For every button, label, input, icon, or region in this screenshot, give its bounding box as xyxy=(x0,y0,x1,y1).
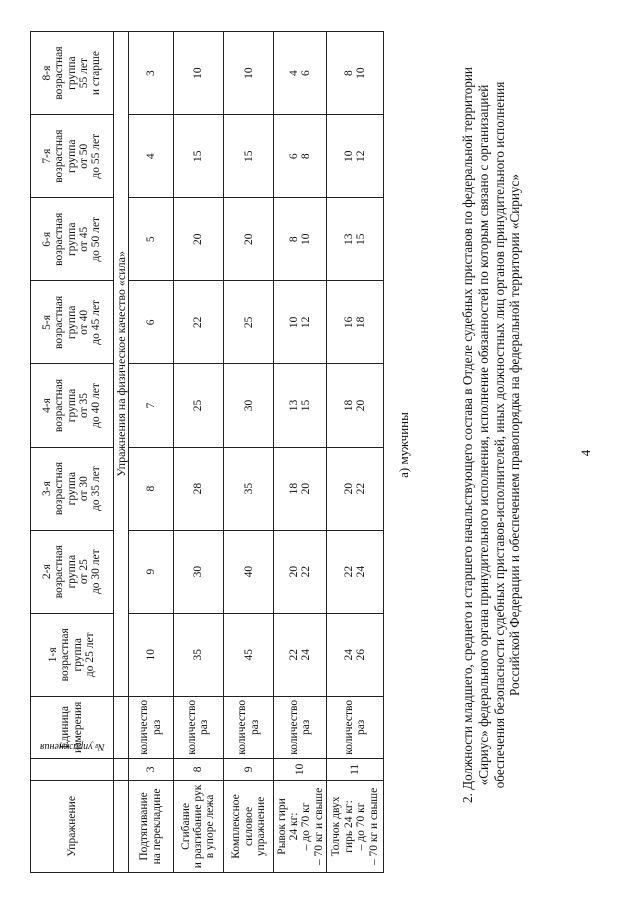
cell-line: 5 xyxy=(144,236,157,243)
value-cell xyxy=(274,115,327,198)
exercise-number-cell: 9 xyxy=(224,758,274,780)
cell-line: Подтягивание xyxy=(138,792,151,861)
cell-line: 8-я xyxy=(40,65,53,81)
cell-line: 10 xyxy=(144,649,157,661)
cell-line: от 35 xyxy=(78,392,91,418)
cell-line: 10 xyxy=(242,67,255,79)
cell-line: 20 xyxy=(355,399,368,412)
cell-line: от 45 xyxy=(78,226,91,252)
cell-line: 15 xyxy=(192,150,205,162)
cell-line: группа xyxy=(65,388,78,423)
cell-line: раз xyxy=(150,719,163,736)
exercise-number-cell: 8 xyxy=(173,758,223,780)
cell-line: количество xyxy=(342,699,355,755)
cell-line: от 40 xyxy=(78,309,91,335)
cell-line: до 40 лет xyxy=(90,383,103,428)
cell-line: упражнение xyxy=(254,796,267,857)
subheading: а) мужчины xyxy=(396,412,411,478)
header-group xyxy=(31,198,114,281)
cell-line: и разгибание рук xyxy=(192,784,205,869)
cell-line: 8 xyxy=(300,153,313,160)
cell-line: возрастная xyxy=(53,129,66,183)
cell-line: 30 xyxy=(192,565,205,578)
header-group xyxy=(31,447,114,530)
value-cell xyxy=(129,32,173,115)
cell-line: 20 xyxy=(288,565,301,578)
cell-line: – 70 кг и свыше xyxy=(312,787,325,866)
cell-line: группа xyxy=(65,554,78,589)
cell-line: 15 xyxy=(300,399,313,412)
cell-line: до 50 лет xyxy=(90,216,103,262)
value-cell xyxy=(129,281,173,364)
cell-line: Сгибание xyxy=(179,802,192,850)
value-cell xyxy=(274,530,327,613)
header-number-text: № упражнения xyxy=(40,740,105,752)
cell-line: 7 xyxy=(144,402,157,409)
cell-line: количество xyxy=(138,699,151,755)
cell-line: 35 xyxy=(192,649,205,661)
cell-line: 55 лет xyxy=(78,57,91,89)
value-cell xyxy=(129,364,173,447)
value-cell xyxy=(224,198,274,281)
table-row xyxy=(129,32,173,873)
section-heading: 2. Должности младшего, среднего и старшего начальствующего состава в Отделе судебных приставов по федеральной территории «Сириус» федерального органа принудительного исполнения, исполнение обязанностей по которым связано с организацией обеспечения безопасности судебных приставов-исполнителей, иных должностных лиц органов принудительного исполнения Российской Федерации и обеспечением правопорядка на федеральной территории «Сириус» xyxy=(460,67,523,803)
cell-line: возрастная xyxy=(53,212,66,266)
value-cell xyxy=(327,364,384,447)
cell-line: 25 xyxy=(242,316,255,329)
cell-line: 22 xyxy=(288,649,301,661)
cell-line: 10 xyxy=(300,233,313,246)
index-spacer-row xyxy=(113,32,129,873)
cell-line: 18 xyxy=(288,482,301,495)
cell-line: количество xyxy=(288,699,301,755)
cell-line: возрастная xyxy=(53,378,66,433)
value-cell xyxy=(173,447,223,530)
cell-line: 3 xyxy=(144,70,157,76)
cell-line: 5-я xyxy=(40,314,53,330)
value-cell xyxy=(173,281,223,364)
value-cell xyxy=(224,530,274,613)
cell-line: группа xyxy=(65,139,78,173)
cell-line: 13 xyxy=(342,233,355,246)
cell-line: – до 70 кг xyxy=(355,802,368,851)
cell-line: 1-я xyxy=(47,647,60,663)
cell-line: 8 xyxy=(342,70,355,76)
cell-line: группа xyxy=(65,471,78,506)
cell-line: 8 xyxy=(288,236,301,243)
cell-line: 18 xyxy=(342,399,355,412)
cell-line: Комплексное xyxy=(230,794,243,859)
cell-line: 13 xyxy=(288,399,301,412)
cell-line: 4 xyxy=(144,153,157,160)
cell-line: до 45 лет xyxy=(90,300,103,345)
cell-line: 6 xyxy=(144,319,157,326)
cell-line: раз xyxy=(248,719,261,736)
value-cell xyxy=(129,198,173,281)
value-cell xyxy=(224,115,274,198)
value-cell xyxy=(173,32,223,115)
cell-line: – до 70 кг xyxy=(300,802,313,851)
spacer-cell xyxy=(113,696,129,758)
header-group xyxy=(31,115,114,198)
exercise-number-cell: 11 xyxy=(327,758,384,780)
cell-line: 40 xyxy=(242,565,255,578)
spacer-cell xyxy=(113,758,129,780)
value-cell xyxy=(327,198,384,281)
value-cell xyxy=(274,281,327,364)
cell-line: 12 xyxy=(355,150,368,162)
exercise-name-cell xyxy=(129,780,173,872)
value-cell xyxy=(173,115,223,198)
cell-line: 7-я xyxy=(40,148,53,164)
cell-line: 10 xyxy=(355,67,368,79)
cell-line: 22 xyxy=(300,565,313,578)
value-cell xyxy=(327,32,384,115)
value-cell xyxy=(274,613,327,696)
cell-line: 28 xyxy=(192,482,205,495)
page-number: 4 xyxy=(578,449,593,457)
header-group xyxy=(31,281,114,364)
cell-line: 24 xyxy=(355,565,368,578)
cell-line: 20 xyxy=(300,482,313,495)
value-cell xyxy=(224,364,274,447)
value-cell xyxy=(173,613,223,696)
cell-line: 16 xyxy=(342,316,355,329)
cell-line: раз xyxy=(355,719,368,736)
value-cell xyxy=(173,198,223,281)
header-unit: Единица измерения xyxy=(31,696,114,758)
cell-line: Рывок гири xyxy=(275,798,288,855)
header-group xyxy=(31,32,114,115)
unit-cell xyxy=(129,696,173,758)
cell-line: 15 xyxy=(242,150,255,162)
cell-line: в упоре лежа xyxy=(204,794,217,859)
cell-line: 24 xyxy=(300,649,313,661)
cell-line: 22 xyxy=(342,565,355,578)
cell-line: 22 xyxy=(355,482,368,495)
header-row xyxy=(31,32,114,873)
cell-line: силовое xyxy=(242,806,255,846)
header-group xyxy=(31,613,114,696)
cell-line: Толчок двух xyxy=(330,796,343,857)
value-cell xyxy=(327,613,384,696)
standards-table xyxy=(30,31,384,873)
cell-line: количество xyxy=(236,699,249,755)
cell-line: группа xyxy=(65,305,78,340)
value-cell xyxy=(224,613,274,696)
cell-line: 3-я xyxy=(40,481,53,497)
value-cell xyxy=(224,447,274,530)
cell-line: 18 xyxy=(355,316,368,329)
cell-line: 10 xyxy=(192,67,205,79)
unit-cell xyxy=(327,696,384,758)
cell-line: раз xyxy=(300,719,313,736)
cell-line: 10 xyxy=(288,316,301,329)
cell-line: 12 xyxy=(300,316,313,329)
value-cell xyxy=(173,530,223,613)
cell-line: возрастная xyxy=(53,545,66,599)
unit-cell xyxy=(173,696,223,758)
cell-line: 8 xyxy=(144,485,157,492)
value-cell xyxy=(274,198,327,281)
value-cell xyxy=(274,447,327,530)
cell-line: от 30 xyxy=(78,476,91,502)
cell-line: 4 xyxy=(288,70,301,76)
cell-line: до 55 лет xyxy=(90,133,103,179)
cell-line: 26 xyxy=(355,649,368,661)
value-cell xyxy=(129,447,173,530)
header-group xyxy=(31,364,114,447)
value-cell xyxy=(274,32,327,115)
cell-line: возрастная xyxy=(59,628,72,682)
cell-line: 20 xyxy=(192,233,205,246)
exercise-name-cell xyxy=(173,780,223,872)
cell-line: 24 кг: xyxy=(288,812,301,841)
cell-line: 6 xyxy=(300,70,313,76)
cell-line: 22 xyxy=(192,316,205,329)
cell-line: 15 xyxy=(355,233,368,246)
cell-line: возрастная xyxy=(53,295,66,349)
header-group xyxy=(31,530,114,613)
cell-line: 6-я xyxy=(40,231,53,247)
value-cell xyxy=(327,281,384,364)
cell-line: 9 xyxy=(144,568,157,575)
cell-line: количество xyxy=(185,699,198,755)
table-row xyxy=(173,32,223,873)
exercise-number-cell: 10 xyxy=(274,758,327,780)
table-row xyxy=(224,32,274,873)
exercise-name-cell xyxy=(224,780,274,872)
cell-line: – 70 кг и свыше xyxy=(367,787,380,866)
cell-line: 10 xyxy=(342,150,355,162)
exercise-number-cell: 3 xyxy=(129,758,173,780)
cell-line: и старше xyxy=(90,51,103,96)
unit-cell xyxy=(274,696,327,758)
cell-line: 6 xyxy=(288,153,301,160)
value-cell xyxy=(173,364,223,447)
cell-line: 20 xyxy=(242,233,255,246)
cell-line: 4-я xyxy=(40,398,53,413)
exercise-name-cell xyxy=(274,780,327,872)
value-cell xyxy=(129,530,173,613)
cell-line: 24 xyxy=(342,649,355,661)
cell-line: гирь 24 кг: xyxy=(342,800,355,853)
header-exercise: Упражнение xyxy=(31,780,114,872)
value-cell xyxy=(327,530,384,613)
cell-line: до 25 лет xyxy=(84,632,97,678)
value-cell xyxy=(129,115,173,198)
value-cell xyxy=(327,447,384,530)
section-title: Упражнения на физическое качество «сила» xyxy=(113,32,129,697)
cell-line: возрастная xyxy=(53,46,66,100)
cell-line: 30 xyxy=(242,399,255,412)
cell-line: от 50 xyxy=(78,143,91,169)
exercise-name-cell xyxy=(327,780,384,872)
value-cell xyxy=(224,32,274,115)
table-row xyxy=(327,32,384,873)
table-row xyxy=(274,32,327,873)
cell-line: до 30 лет xyxy=(90,549,103,595)
cell-line: группа xyxy=(65,56,78,90)
cell-line: 20 xyxy=(342,482,355,495)
cell-line: группа xyxy=(71,638,84,672)
cell-line: возрастная xyxy=(53,461,66,516)
cell-line: на перекладине xyxy=(150,788,163,865)
cell-line: группа xyxy=(65,222,78,257)
cell-line: раз xyxy=(198,719,211,736)
cell-line: 35 xyxy=(242,482,255,495)
value-cell xyxy=(224,281,274,364)
cell-line: от 25 xyxy=(78,559,91,585)
spacer-cell xyxy=(113,780,129,872)
cell-line: 25 xyxy=(192,399,205,412)
cell-line: 2-я xyxy=(40,564,53,580)
header-number xyxy=(31,740,114,780)
value-cell xyxy=(327,115,384,198)
value-cell xyxy=(274,364,327,447)
cell-line: 45 xyxy=(242,649,255,661)
value-cell xyxy=(129,613,173,696)
unit-cell xyxy=(224,696,274,758)
cell-line: до 35 лет xyxy=(90,466,103,511)
